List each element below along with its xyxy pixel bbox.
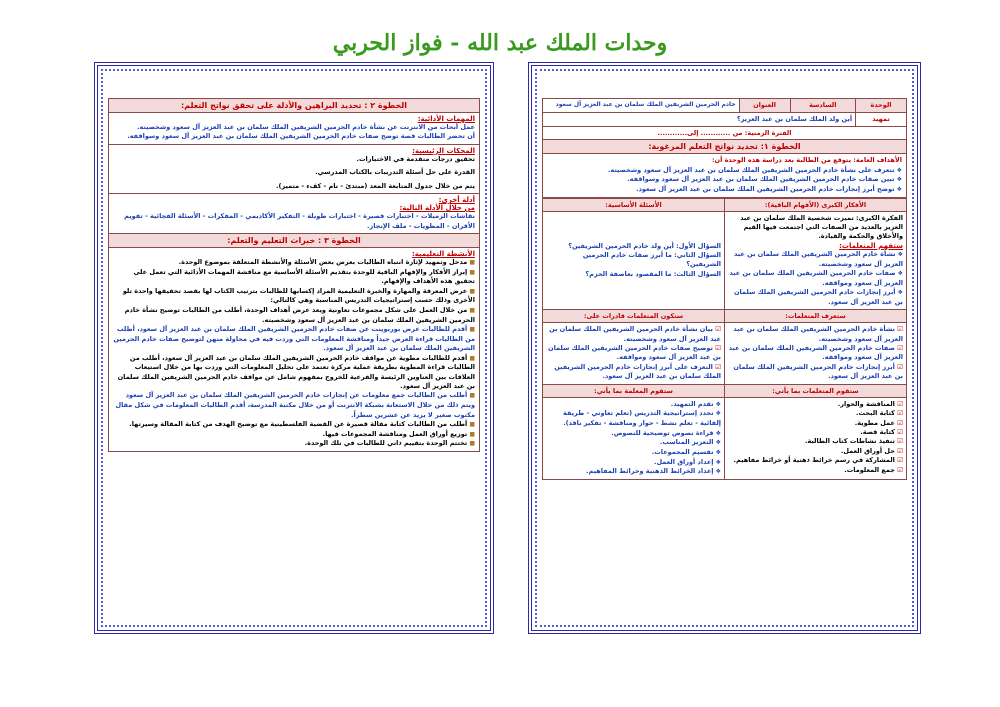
goal-item: ❖ تتعرف على نشأة خادم الحرمين الشريفين الملك سلمان بن عبد العزيز آل سعود وشخصيته.	[547, 166, 902, 176]
tasks-title: المهمات الأدائية:	[417, 115, 475, 123]
goal-item: ❖ توضح أبرز إنجازات خادم الحرمين الشريفين الملك سلمان بن عبد العزيز آل سعود.	[547, 185, 902, 195]
topic-label: العنوان	[739, 99, 790, 113]
question-item: السؤال الثاني: ما أبرز صفات خادم الحرمين الشريفين؟	[582, 250, 721, 269]
criteria-item: يتم من خلال جدول المتابعة المعد (مبتدئ - نام - كفء - متميز).	[276, 181, 475, 190]
student-item: ☑ كتابة قصة.	[728, 428, 903, 437]
student-item: ☑ المناقشة والحوار.	[728, 400, 903, 409]
students-header: ستقوم المتعلمات بما يأتي:	[725, 384, 907, 397]
grade-label: السادسة	[790, 99, 856, 113]
step1-box	[542, 140, 907, 197]
student-item: ☑ تنفيذ نشاطات كتاب الطالبة.	[728, 437, 903, 446]
task-item: عمل أبحاث من الانترنت عن نشأة خادم الحرمين الشريفين الملك سلمان بن عبد العزيز آل سعود وشخصيته.	[137, 123, 475, 131]
activities-section	[109, 248, 479, 451]
step3-box	[108, 234, 480, 452]
student-item: ☑ كتابة البحث.	[728, 409, 903, 418]
criteria-item: تحقيق درجات متقدمة في الاختبارات.	[356, 154, 475, 163]
know-cell	[725, 323, 907, 385]
activity-item: ■ أقدم للطالبات عرض بوربوينت عن صفات خادم الحرمين الشريفين الملك سلمان بن عبد العزيز آل سعود، أطلب من الطالبات قراءة العرض جيداً ومناقشة المعلومات التي وردت فيه في محاولة منهن لتوضيح صفات خادم الحرمين الشريفين الملك سلمان بن عبد العزيز آل سعود.	[113, 325, 475, 354]
step2-box	[108, 98, 480, 234]
big-idea-text: الفكرة الكبرى: تميزت شخصية الملك سلمان بن عبد العزيز بالعديد من الصفات التي اجتمعت فيها القيم والأخلاق والحكمة والقيادة.	[740, 213, 903, 241]
big-ideas-header: الأفكار الكبرى (الأفهام الباقية):	[725, 198, 907, 211]
know-header: ستعرف المتعلمات:	[725, 310, 907, 323]
know-item: ☑ نشأة خادم الحرمين الشريفين الملك سلمان بن عبد العزيز آل سعود وشخصيته.	[728, 325, 903, 344]
student-item: ☑ حل أوراق العمل.	[728, 447, 903, 456]
question-item: السؤال الثالث: ما المقصود بعاصفة الحزم؟	[585, 269, 721, 278]
criteria-section	[109, 145, 479, 194]
task-item: أن تحضر الطالبات قصة توضح صفات خادم الحرمين الشريفين الملك سلمان بن عبد العزيز آل سعود وسواقفه.	[127, 132, 475, 141]
other-evidence-title: أدلة أخرى:	[438, 196, 475, 205]
able-item: ☑ توضيح صفات خادم الحرمين الشريفين الملك سلمان بن عبد العزيز آل سعود ومواقفه.	[546, 344, 721, 363]
student-item: ☑ جمع المعلومات.	[728, 466, 903, 475]
able-cell	[543, 323, 725, 385]
tasks-section	[109, 113, 479, 145]
activity-item: ■ أطلب من الطالبات جمع معلومات عن إنجازات خادم الحرمين الشريفين الملك سلمان بن عبد العزيز آل سعود ويتم ذلك من خلال الاستعانة بشبكة الانترنت أو من خلال مكتبة المدرسة، أقدم الطالبات المعلومات في شكل مقال مكتوب صغير لا يزيد عن عشرين سطراً.	[113, 391, 475, 420]
student-item: ☑ عمل مطوية.	[728, 419, 903, 428]
understand-item: ❖ أبرز إنجازات خادم الحرمين الشريفين الملك سلمان بن عبد العزيز آل سعود.	[728, 288, 903, 307]
activity-item: ■ إبراز الأفكار والإفهام الباقية للوحدة بتقديم الأسئلة الأساسية مع مناقشة المهمات الأدائية التي تعمل على تحقيق هذه الأهداف والإفهام.	[113, 268, 475, 287]
teacher-item: ❖ قراءة نصوص توضيحية للنصوص.	[546, 429, 721, 439]
step2-header: الخطوة ٢ : تحديد البراهين والأدلة على تحقق نواتج التعلم:	[109, 99, 479, 113]
teacher-item: ❖ تقسيم المجموعات.	[546, 448, 721, 458]
able-item: ☑ بيان نشأة خادم الحرمين الشريفين الملك سلمان بن عبد العزيز آل سعود وشخصيته.	[546, 325, 721, 344]
understand-title: ستفهم المتعلمات:	[839, 241, 903, 250]
activity-item: ■ أطلب من الطالبات كتابة مقالة قصيرة عن القضية الفلسطينية مع توضيح الهدف من كتابة المقالة وسيرتها.	[113, 420, 475, 430]
questions-cell	[543, 211, 725, 310]
know-item: ☑ صفات خادم الحرمين الشريفين الملك سلمان بن عبد العزيز آل سعود ومواقفه.	[728, 344, 903, 363]
teacher-item: ❖ إعداد أوراق العمل.	[546, 458, 721, 468]
students-cell	[725, 397, 907, 479]
understand-item: ❖ نشأة خادم الحرمين الشريفين الملك سلمان بن عبد العزيز آل سعود وشخصيته.	[728, 250, 903, 269]
page-title: وحدات الملك عبد الله - فواز الحربي	[332, 30, 668, 56]
know-item: ☑ أبرز إنجازات خادم الحرمين الشريفين الملك سلمان بن عبد العزيز آل سعود.	[728, 363, 903, 382]
teacher-item: ❖ تقدم التمهيد.	[546, 400, 721, 410]
unit-label: الوحدة	[856, 99, 907, 113]
essential-questions-header: الأسئلة الأساسية:	[543, 198, 725, 211]
other-evidence-section	[109, 194, 479, 233]
activity-item: ■ عرض المعرفة والمهارة والخبرة التعليمية المراد إكسابها للطالبات بترتيب الكتاب لها بقصد تحقيقها واحدة تلو الأخرى وذلك حسب إستراتيجيات التدريس المناسبة وهي كالتالي:	[113, 287, 475, 306]
teacher-item: ❖ تحدد إستراتيجية التدريس (تعلم تعاوني - طريقة إلقائية - تعلم نشط - حوار ومناقشة - تفكير ناقد).	[546, 409, 721, 428]
criteria-title: المحكات الرئيسية:	[412, 146, 475, 155]
step1-header: الخطوة ١: تحديد نواتج التعلم المرغوبة:	[543, 140, 906, 154]
criteria-item: القدرة على حل أسئلة التدريبات بالكتاب المدرسي.	[315, 168, 475, 177]
activity-item: ■ أقدم للطالبات مطوية عن مواقف خادم الحرمين الشريفين الملك سلمان بن عبد العزيز آل سعود، أطلب من الطالبات قراءة المطوية بطريقة عملية مركزة تعتمد على تحليل المعلومات التي وردت بها من خلال استيعاب العلاقات بين العناوين الرئيسة والفرعية للخروج بمفهوم شامل عن مواقف خادم الحرمين الشريفين الملك سلمان بن عبد العزيز آل سعود.	[113, 354, 475, 392]
teacher-cell	[543, 397, 725, 479]
activity-item: ■ من خلال العمل على شكل مجموعات تعاونية ويعد عرض أهداف الوحدة، أطلب من الطالبات توضيح نشأة خادم الحرمين الشريفين الملك سلمان بن عبد العزيز آل سعود وشخصيته.	[113, 306, 475, 325]
able-item: ☑ التعرف على أبرز إنجازات خادم الحرمين الشريفين الملك سلمان بن عبد العزيز آل سعود.	[546, 363, 721, 382]
other-evidence-text: نقاشات الزميلات - اختبارات قصيرة - اختبارات طويلة - التفكير الأكاديمي - المفكرات - الأسئلة الفجائية - تقويم الأقران - المطويات - ملف الإنجاز.	[124, 212, 475, 230]
understand-item: ❖ صفات خادم الحرمين الشريفين الملك سلمان بن عبد العزيز آل سعود ومواقفه.	[728, 269, 903, 288]
goals-section	[543, 154, 906, 196]
teacher-header: ستقوم المعلمة بما يأتي:	[543, 384, 725, 397]
left-page	[94, 62, 494, 634]
question-item: السؤال الأول: أين ولد خادم الحرمين الشريفين؟	[568, 241, 721, 250]
unit-info-table	[542, 98, 907, 140]
activities-title: الأنشطة التعليمية:	[411, 249, 475, 258]
time-period: الفترة الزمنية: من ............ إلى............	[543, 127, 907, 140]
step3-header: الخطوة ٣ : خبرات التعليم والتعلم:	[109, 234, 479, 248]
ideas-questions-table	[542, 198, 907, 480]
lesson-question: أين ولد الملك سلمان بن عبد العزيز؟	[543, 112, 856, 126]
activity-item: ■ مدخل وتمهيد لإثارة انتباه الطالبات بعرض بعض الأسئلة والأنشطة المتعلقة بموضوع الوحدة.	[113, 258, 475, 268]
activity-item: ■ تختتم الوحدة بتقييم ذاتي للطالبات في تلك الوحدة.	[113, 439, 475, 449]
goal-item: ❖ تبين صفات خادم الحرمين الشريفين الملك سلمان بن عبد العزيز آل سعود وسواقفه.	[547, 175, 902, 185]
teacher-item: ❖ التعزيز المناسب.	[546, 438, 721, 448]
goals-intro: الأهداف العامة: يتوقع من الطالبة بعد دراسة هذه الوحدة أن:	[711, 156, 902, 165]
other-evidence-subtitle: من خلال الأدلة التالية:	[399, 204, 475, 213]
right-page	[528, 62, 921, 634]
topic-value: خادم الحرمين الشريفين الملك سلمان بن عبد العزيز آل سعود	[543, 99, 740, 113]
activity-item: ■ توزيع أوراق العمل ومناقشة المجموعات فيها.	[113, 430, 475, 440]
teacher-item: ❖ إعداد الخرائط الذهنية وخرائط المفاهيم.	[546, 467, 721, 477]
unit-value: تمهيد	[856, 112, 907, 126]
student-item: ☑ المشاركة في رسم خرائط ذهنية أو خرائط مفاهيم.	[728, 456, 903, 465]
able-header: ستكون المتعلمات قادرات على:	[543, 310, 725, 323]
big-ideas-cell	[725, 211, 907, 310]
